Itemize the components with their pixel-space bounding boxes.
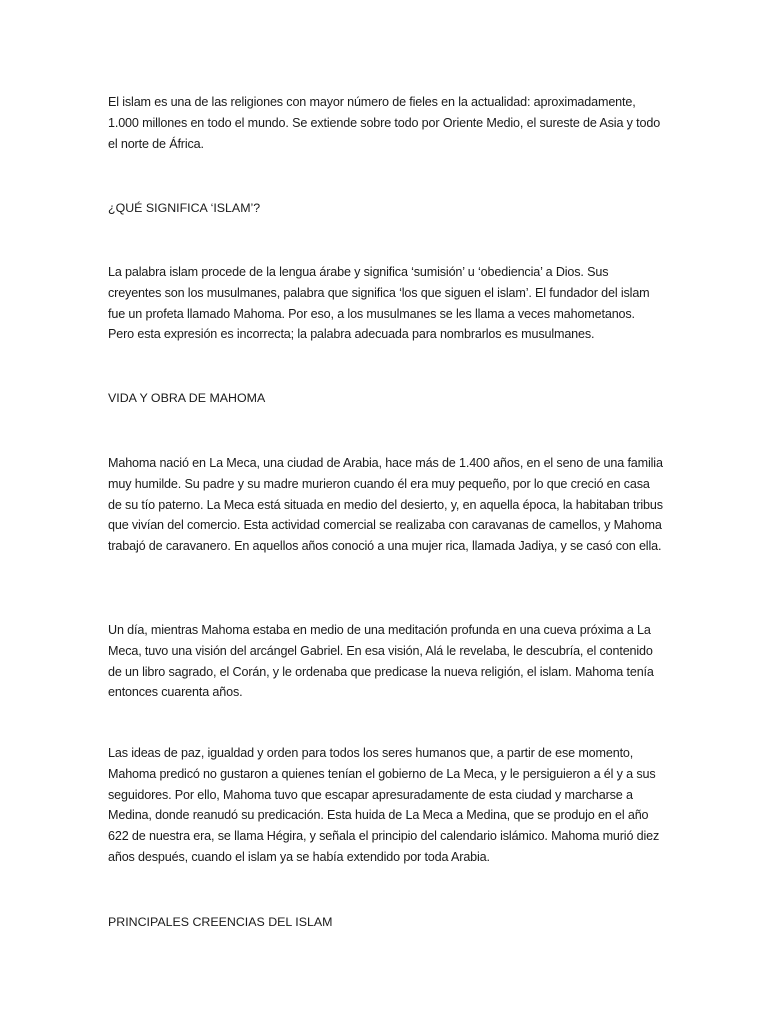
islam-meaning-paragraph: La palabra islam procede de la lengua árabe y significa ‘sumisión’ u ‘obediencia’ a Dios. Sus creyentes son los musulmanes, palabra que significa ‘los que siguen el islam’. El fundador del islam fue un profeta llamado Mahoma. Por eso, a los musulmanes se les llama a veces mahometanos. Pero esta expresión es incorrecta; la palabra adecuada para nombrarlos es musulmanes. [108, 265, 650, 342]
hegira-paragraph: Las ideas de paz, igualdad y orden para todos los seres humanos que, a partir de ese momento, Mahoma predicó no gustaron a quienes tenían el gobierno de La Meca, y le persiguieron a él y a sus seguidores. Por ello, Mahoma tuvo que escapar apresuradamente de esta ciudad y marcharse a Medina, donde reanudó su predicación. Esta huida de La Meca a Medina, que se produjo en el año 622 de nuestra era, se llama Hégira, y señala el principio del calendario islámico. Mahoma murió diez años después, cuando el islam ya se había extendido por toda Arabia. [108, 746, 660, 864]
section-heading-islam-meaning: ¿QUÉ SIGNIFICA ‘ISLAM’? [108, 201, 261, 215]
intro-paragraph: El islam es una de las religiones con mayor número de fieles en la actualidad: aproximadamente, 1.000 millones en todo el mundo. Se extiende sobre todo por Oriente Medio, el sureste de Asia y todo el norte de África. [108, 95, 661, 151]
section-heading-beliefs: PRINCIPALES CREENCIAS DEL ISLAM [108, 915, 333, 929]
mahoma-vision-paragraph: Un día, mientras Mahoma estaba en medio de una meditación profunda en una cueva próxima a La Meca, tuvo una visión del arcángel Gabriel. En esa visión, Alá le revelaba, le descubría, el contenido de un libro sagrado, el Corán, y le ordenaba que predicase la nueva religión, el islam. Mahoma tenía entonces cuarenta años. [108, 623, 654, 700]
mahoma-birth-paragraph: Mahoma nació en La Meca, una ciudad de Arabia, hace más de 1.400 años, en el seno de una familia muy humilde. Su padre y su madre murieron cuando él era muy pequeño, por lo que creció en casa de su tío paterno. La Meca está situada en medio del desierto, y, en aquella época, la habitaban tribus que vivían del comercio. Esta actividad comercial se realizaba con caravanas de camellos, y Mahoma trabajó de caravanero. En aquellos años conoció a una mujer rica, llamada Jadiya, y se casó con ella. [108, 456, 663, 554]
section-heading-mahoma-life: VIDA Y OBRA DE MAHOMA [108, 391, 266, 405]
